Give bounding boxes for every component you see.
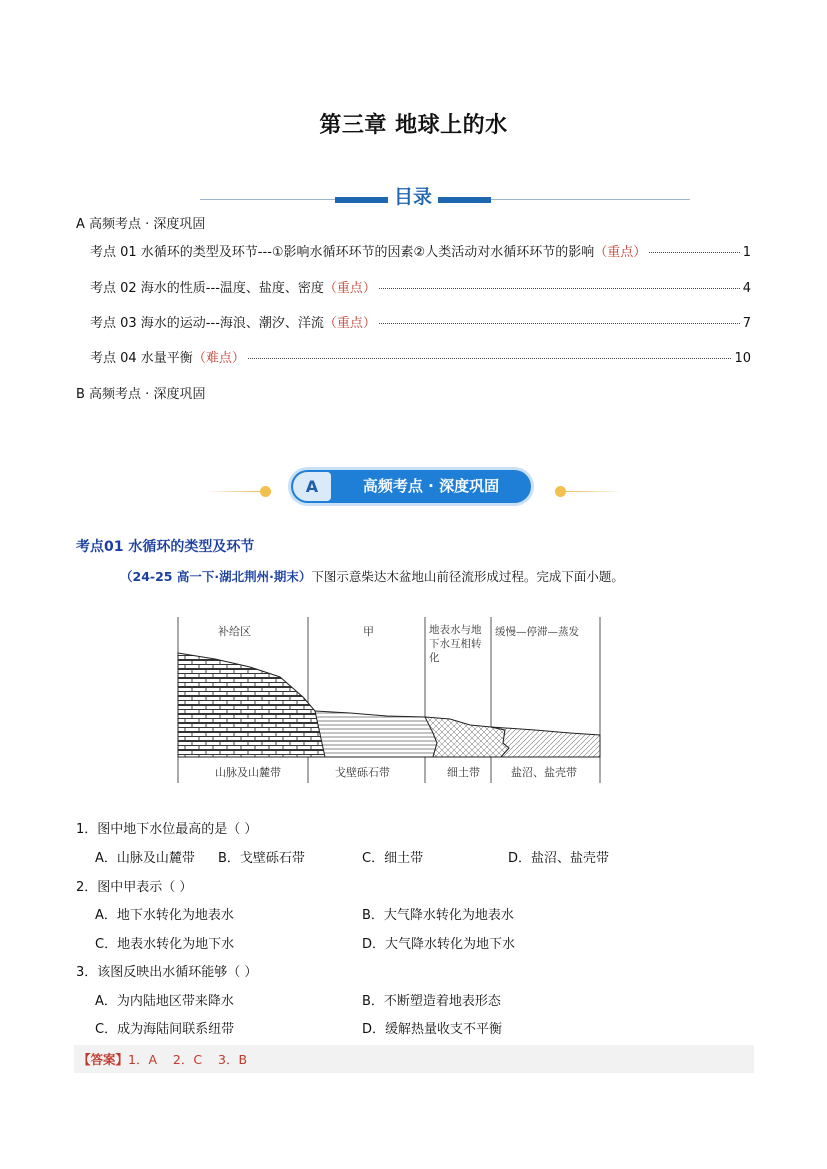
question-3-option-a[interactable]: A．为内陆地区带来降水 xyxy=(95,994,234,1009)
salt-marsh-layer xyxy=(491,727,600,757)
toc-entry-label: 考点 03 海水的运动---海浪、潮汐、洋流 xyxy=(90,316,324,331)
figure-label-evaporation: 缓慢—停滞—蒸发 xyxy=(495,626,579,638)
figure-label-mountain: 山脉及山麓带 xyxy=(215,766,281,779)
toc-section-a[interactable]: A 高频考点 · 深度巩固 xyxy=(76,217,206,232)
toc-entry-3[interactable] xyxy=(90,312,751,331)
question-3-option-d[interactable]: D．缓解热量收支不平衡 xyxy=(362,1022,503,1037)
answer-text: 1．A 2．C 3．B xyxy=(128,1052,248,1067)
toc-bar-left xyxy=(335,197,390,203)
question-2-stem: 2．图中甲表示（ ） xyxy=(76,880,193,895)
figure-label-recharge: 补给区 xyxy=(218,625,251,638)
question-2-option-b[interactable]: B．大气降水转化为地表水 xyxy=(362,908,514,923)
question-3-option-b[interactable]: B．不断塑造着地表形态 xyxy=(362,994,501,1009)
question-3-option-c[interactable]: C．成为海陆间联系纽带 xyxy=(95,1022,235,1037)
fine-soil-layer xyxy=(425,717,509,757)
page-title: 第三章 地球上的水 xyxy=(319,113,508,138)
toc-entry-page: 4 xyxy=(742,281,751,296)
figure-label-salt: 盐沼、盐壳带 xyxy=(511,766,577,779)
question-1-stem: 1．图中地下水位最高的是（ ） xyxy=(76,822,258,837)
figure-label-fine-soil: 细土带 xyxy=(447,766,480,779)
question-1-option-a[interactable]: A．山脉及山麓带 xyxy=(95,851,195,866)
banner-line-right xyxy=(563,491,623,492)
banner-letter: A xyxy=(293,472,331,501)
gravel-layer xyxy=(315,711,437,757)
toc-entry-page: 7 xyxy=(742,316,751,331)
toc-entry-tag: （重点） xyxy=(594,245,647,260)
intro-text: 下图示意柴达木盆地山前径流形成过程。完成下面小题。 xyxy=(311,569,624,584)
question-source xyxy=(120,567,624,585)
toc-entry-2[interactable] xyxy=(90,277,751,296)
question-1-option-d[interactable]: D．盐沼、盐壳带 xyxy=(508,851,610,866)
banner-dot-right xyxy=(555,486,566,497)
toc-section-b[interactable]: B 高频考点 · 深度巩固 xyxy=(76,387,206,402)
figure-label-exchange: 地表水与地下水互相转化 xyxy=(429,624,482,664)
source-tag: （24-25 高一下·湖北荆州·期末） xyxy=(120,569,312,584)
toc-entry-tag: （重点） xyxy=(323,316,376,331)
figure-label-gravel: 戈壁砾石带 xyxy=(335,766,390,779)
toc-entry-page: 10 xyxy=(734,351,751,366)
question-1-option-b[interactable]: B．戈壁砾石带 xyxy=(218,851,305,866)
section-heading: 考点01 水循环的类型及环节 xyxy=(76,539,255,555)
answer-line xyxy=(78,1050,247,1068)
toc-entry-label: 考点 04 水量平衡 xyxy=(90,351,193,366)
banner-text: 高频考点 · 深度巩固 xyxy=(362,477,500,495)
question-1-option-c[interactable]: C．细土带 xyxy=(362,851,424,866)
question-2-option-c[interactable]: C．地表水转化为地下水 xyxy=(95,937,235,952)
figure-label-jia: 甲 xyxy=(363,625,374,638)
question-2-option-a[interactable]: A．地下水转化为地表水 xyxy=(95,908,234,923)
toc-entry-tag: （难点） xyxy=(192,351,245,366)
question-3-stem: 3．该图反映出水循环能够（ ） xyxy=(76,965,258,980)
toc-entry-label: 考点 01 水循环的类型及环节---①影响水循环环节的因素②人类活动对水循环环节的影响 xyxy=(90,245,595,260)
toc-entry-4[interactable] xyxy=(90,347,751,366)
figure-label-exchange-box xyxy=(429,623,491,675)
question-2-option-d[interactable]: D．大气降水转化为地下水 xyxy=(362,937,516,952)
runoff-diagram xyxy=(175,615,605,787)
toc-entry-tag: （重点） xyxy=(323,281,376,296)
toc-entry-page: 1 xyxy=(742,245,751,260)
banner-dot-left xyxy=(260,486,271,497)
toc-bar-right xyxy=(436,197,491,203)
toc-entry-label: 考点 02 海水的性质---温度、盐度、密度 xyxy=(90,281,324,296)
answer-label: 【答案】 xyxy=(78,1052,129,1067)
mountain-bedrock xyxy=(178,653,325,757)
toc-entry-1[interactable] xyxy=(90,241,751,260)
toc-heading: 目录 xyxy=(388,182,438,209)
banner-line-left xyxy=(205,491,265,492)
